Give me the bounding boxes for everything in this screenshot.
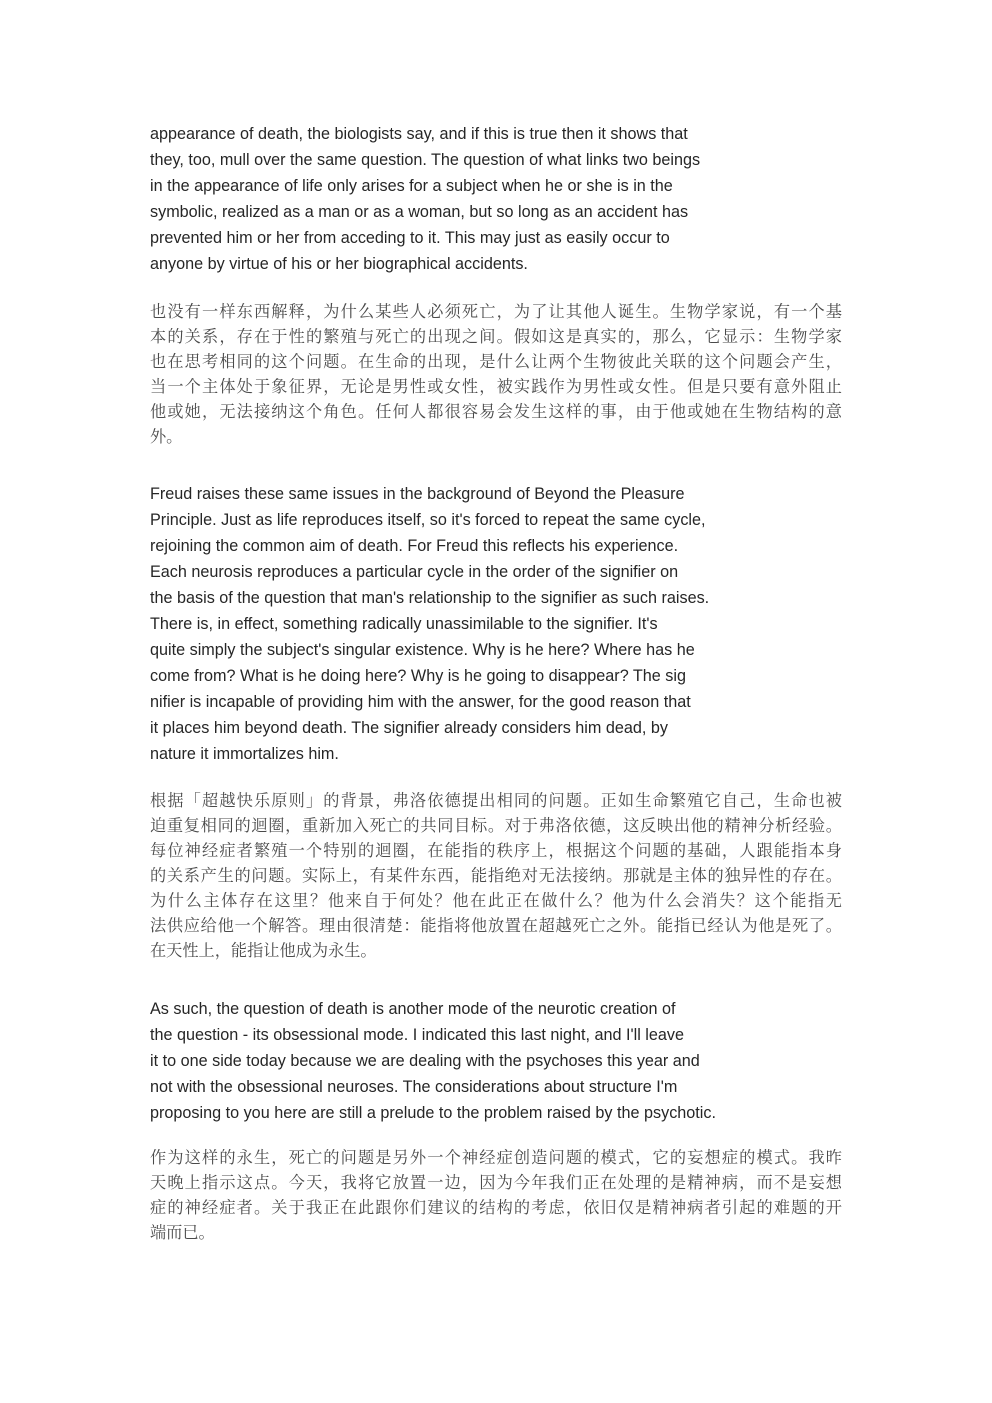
text-line: nifier is incapable of providing him with the answer, for the good reason that <box>150 693 691 711</box>
text-line: nature it immortalizes him. <box>150 745 339 763</box>
text-line: 本的关系，存在于性的繁殖与死亡的出现之间。假如这是真实的，那么，它显示：生物学家 <box>150 327 842 346</box>
text-line: Each neurosis reproduces a particular cycle in the order of the signifier on <box>150 563 679 581</box>
text-line: rejoining the common aim of death. For Freud this reflects his experience. <box>150 537 679 555</box>
text-line: 也在思考相同的这个问题。在生命的出现，是什么让两个生物彼此关联的这个问题会产生， <box>150 352 842 371</box>
text-line: Freud raises these same issues in the background of Beyond the Pleasure <box>150 485 685 503</box>
text-line: 也没有一样东西解释，为什么某些人必须死亡，为了让其他人诞生。生物学家说，有一个基 <box>150 302 842 321</box>
text-line: 他或她，无法接纳这个角色。任何人都很容易会发生这样的事，由于他或她在生物结构的意 <box>150 402 842 421</box>
text-line: 根据「超越快乐原则」的背景，弗洛依德提出相同的问题。正如生命繁殖它自己，生命也被 <box>150 791 842 810</box>
text-line: 法供应给他一个解答。理由很清楚：能指将他放置在超越死亡之外。能指已经认为他是死了。 <box>150 916 842 935</box>
text-line: prevented him or her from acceding to it. This may just as easily occur to <box>150 229 670 247</box>
text-line: it places him beyond death. The signifier already considers him dead, by <box>150 719 668 737</box>
text-line: appearance of death, the biologists say, and if this is true then it shows that <box>150 125 688 143</box>
text-line: proposing to you here are still a prelude to the problem raised by the psychotic. <box>150 1104 716 1122</box>
text-line: the basis of the question that man's relationship to the signifier as such raises. <box>150 589 710 607</box>
text-line: 外。 <box>150 427 183 446</box>
text-line: 在天性上，能指让他成为永生。 <box>150 941 377 960</box>
paragraph-chinese-1 <box>150 299 842 449</box>
paragraph-chinese-2 <box>150 788 842 963</box>
paragraph-english-3 <box>150 996 850 1126</box>
text-line: 的关系产生的问题。实际上，有某件东西，能指绝对无法接纳。那就是主体的独异性的存在。 <box>150 866 842 885</box>
text-line: Principle. Just as life reproduces itself, so it's forced to repeat the same cycle, <box>150 511 706 529</box>
text-line: the question - its obsessional mode. I indicated this last night, and I'll leave <box>150 1026 684 1044</box>
text-line: 端而已。 <box>150 1223 215 1242</box>
text-line: not with the obsessional neuroses. The considerations about structure I'm <box>150 1078 678 1096</box>
text-line: 天晚上指示这点。今天，我将它放置一边，因为今年我们正在处理的是精神病，而不是妄想 <box>150 1173 842 1192</box>
text-line: 为什么主体存在这里？他来自于何处？他在此正在做什么？他为什么会消失？这个能指无 <box>150 891 842 910</box>
paragraph-chinese-3 <box>150 1145 842 1245</box>
text-line: 每位神经症者繁殖一个特别的迴圈，在能指的秩序上，根据这个问题的基础，人跟能指本身 <box>150 841 842 860</box>
text-line: come from? What is he doing here? Why is he going to disappear? The sig <box>150 667 686 685</box>
text-line: 作为这样的永生，死亡的问题是另外一个神经症创造问题的模式，它的妄想症的模式。我昨 <box>150 1148 842 1167</box>
text-line: There is, in effect, something radically unassimilable to the signifier. It's <box>150 615 658 633</box>
text-line: As such, the question of death is another mode of the neurotic creation of <box>150 1000 676 1018</box>
text-line: it to one side today because we are dealing with the psychoses this year and <box>150 1052 700 1070</box>
text-line: anyone by virtue of his or her biographical accidents. <box>150 255 528 273</box>
text-line: quite simply the subject's singular existence. Why is he here? Where has he <box>150 641 695 659</box>
text-line: symbolic, realized as a man or as a woman, but so long as an accident has <box>150 203 689 221</box>
text-line: in the appearance of life only arises for a subject when he or she is in the <box>150 177 673 195</box>
text-line: they, too, mull over the same question. The question of what links two beings <box>150 151 701 169</box>
text-line: 症的神经症者。关于我正在此跟你们建议的结构的考虑，依旧仅是精神病者引起的难题的开 <box>150 1198 842 1217</box>
text-line: 当一个主体处于象征界，无论是男性或女性，被实践作为男性或女性。但是只要有意外阻止 <box>150 377 842 396</box>
paragraph-english-1 <box>150 121 850 277</box>
document-page <box>150 121 850 1245</box>
text-line: 迫重复相同的迴圈，重新加入死亡的共同目标。对于弗洛依德，这反映出他的精神分析经验。 <box>150 816 842 835</box>
paragraph-english-2 <box>150 481 850 767</box>
